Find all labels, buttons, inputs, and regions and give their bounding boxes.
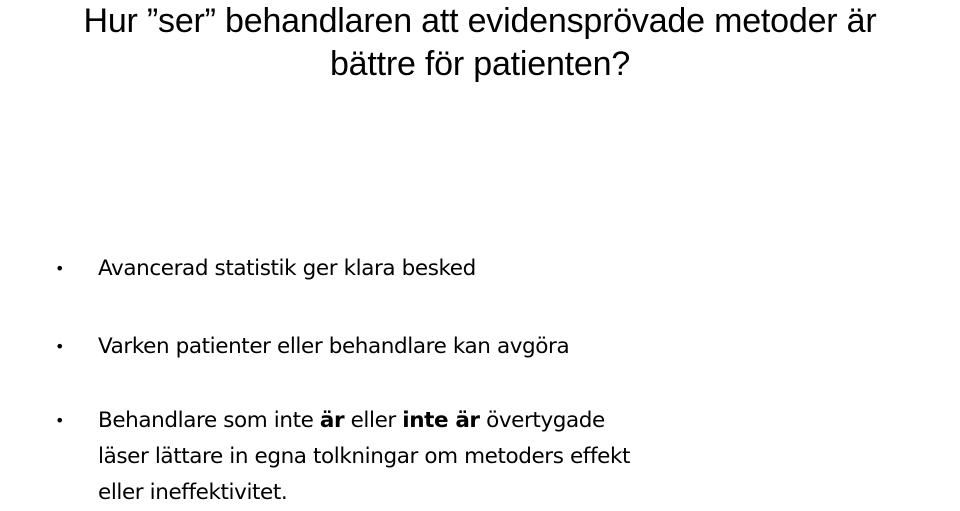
text-segment: övertygade	[479, 408, 605, 433]
emphasis-text: inte är	[402, 408, 480, 433]
bullet-item-2	[55, 329, 938, 365]
bullet-text-3-line-3: eller ineffektivitet.	[98, 480, 288, 505]
text-segment: Behandlare som inte	[98, 408, 320, 433]
bullet-item-3	[55, 403, 938, 511]
bullet-icon: •	[55, 259, 65, 278]
bullet-text-3-line-2: läser lättare in egna tolkningar om metoders effekt	[98, 444, 631, 469]
bullet-text-1: Avancerad statistik ger klara besked	[98, 256, 476, 281]
bullet-text-3-line-1	[98, 403, 938, 439]
bullet-text-2: Varken patienter eller behandlare kan avgöra	[98, 334, 570, 359]
bullet-icon: •	[55, 337, 65, 356]
slide-title-line-1: Hur ”ser” behandlaren att evidensprövade metoder är	[83, 2, 877, 40]
slide-title-line-2: bättre för patienten?	[329, 45, 631, 83]
bullet-icon: •	[55, 411, 65, 430]
bullet-item-1	[55, 251, 938, 287]
text-segment: eller	[344, 408, 403, 433]
emphasis-text: är	[319, 408, 345, 433]
slide-title	[0, 0, 960, 86]
